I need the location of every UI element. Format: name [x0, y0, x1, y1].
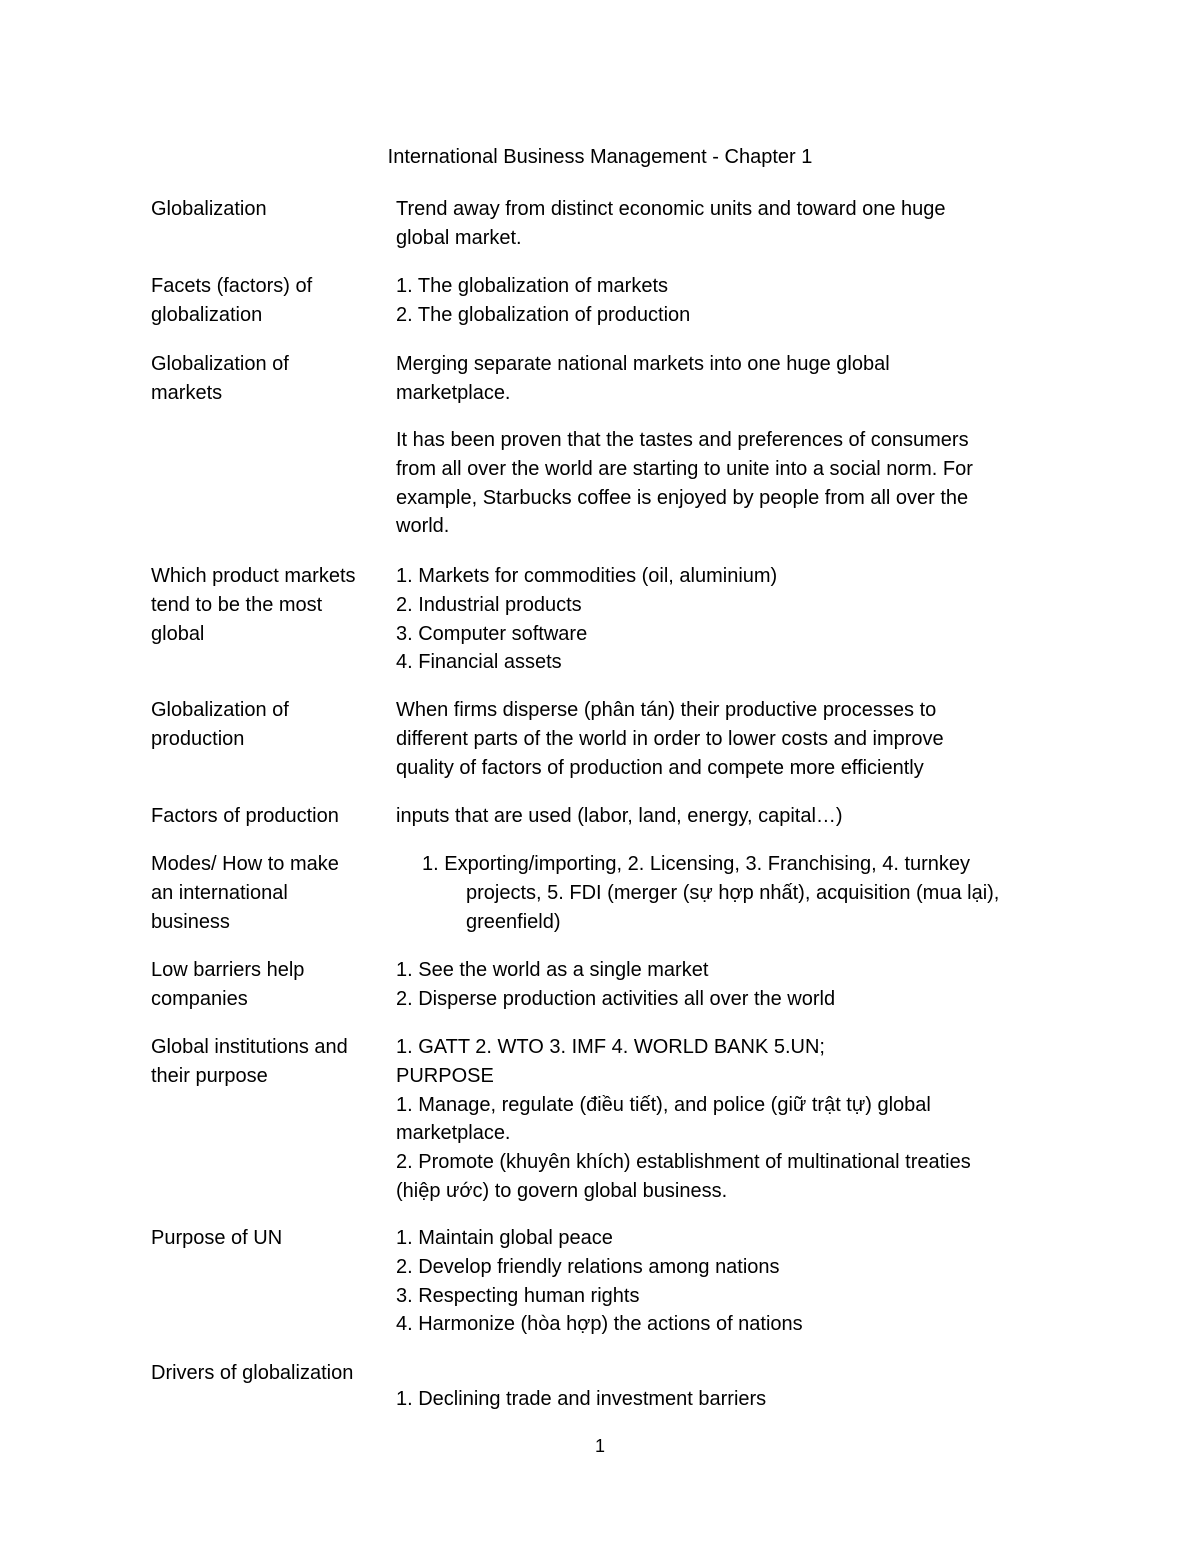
entry-term: Factors of production	[151, 805, 339, 827]
entry-term: Facets (factors) of globalization	[151, 275, 313, 326]
entry-term: Globalization of production	[151, 699, 289, 750]
page-number: 1	[594, 1436, 605, 1456]
entry-definition: 1. See the world as a single market 2. Disperse production activities all over the world	[396, 959, 836, 1010]
entry-term: Drivers of globalization	[151, 1362, 354, 1384]
entry-term: Globalization of markets	[151, 353, 289, 404]
entry-definition: When firms disperse (phân tán) their productive processes to different parts of the world in order to lower costs and improve quality of factors of production and compete more efficiently	[396, 699, 944, 779]
entry-term: Globalization	[151, 198, 267, 220]
entry-definition: Trend away from distinct economic units and toward one huge global market.	[396, 198, 946, 249]
entry-definition: 1. The globalization of markets 2. The globalization of production	[396, 275, 691, 326]
entry-term: Global institutions and their purpose	[151, 1036, 348, 1087]
entry-definition: 1. Maintain global peace 2. Develop friendly relations among nations 3. Respecting human rights 4. Harmonize (hòa hợp) the actions of nations	[396, 1227, 803, 1336]
entry-term: Purpose of UN	[151, 1227, 283, 1249]
entry-definition-paragraph: It has been proven that the tastes and preferences of consumers from all over the world are starting to unite into a social norm. For example, Starbucks coffee is enjoyed by people from all over the world.	[396, 429, 973, 538]
entry-definition: 1. Markets for commodities (oil, aluminium) 2. Industrial products 3. Computer software 4. Financial assets	[396, 565, 778, 674]
entry-term: Modes/ How to make an international business	[151, 853, 339, 933]
entry-definition: inputs that are used (labor, land, energy, capital…)	[396, 805, 843, 827]
entry-term: Low barriers help companies	[151, 959, 305, 1010]
entry-definition: 1. Declining trade and investment barriers	[396, 1388, 767, 1410]
entry-term: Which product markets tend to be the most global	[151, 565, 356, 645]
entry-definition-numbered: 1. Exporting/importing, 2. Licensing, 3. Franchising, 4. turnkey projects, 5. FDI (merger (sự hợp nhất), acquisition (mua lại), greenfield)	[422, 853, 1000, 933]
page-title: International Business Management - Chapter 1	[387, 146, 813, 168]
entry-definition: Merging separate national markets into one huge global marketplace.	[396, 353, 890, 404]
entry-definition: 1. GATT 2. WTO 3. IMF 4. WORLD BANK 5.UN; PURPOSE 1. Manage, regulate (điều tiết), and police (giữ trật tự) global marketplace. 2. Promote (khuyên khích) establishment of multinational treaties (hiệp ước) to govern global business.	[396, 1036, 971, 1202]
